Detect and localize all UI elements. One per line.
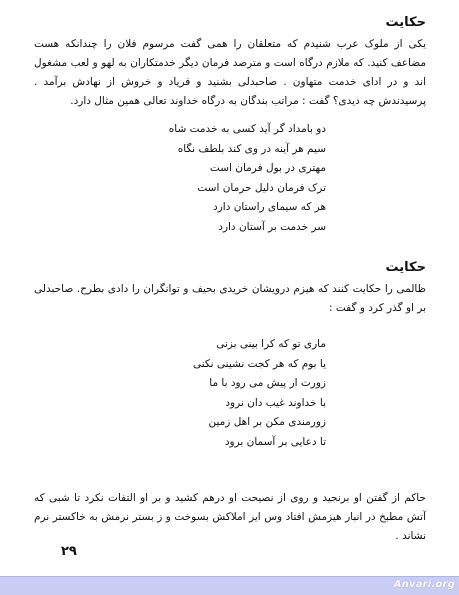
story-paragraph-2: ظالمی را حکایت کنند که هیزم درویشان خریدی بحیف و توانگران را دادی بطرح. صاحبدلی بر او گذر کرد و گفت : <box>34 283 426 314</box>
poem-verse: مهتری در بول فرمان است <box>209 162 326 174</box>
closing-section <box>34 489 426 546</box>
poem-verse: سیم هر آینه در وی کند بلطف نگاه <box>177 142 326 155</box>
story-section-2 <box>34 259 426 452</box>
footer-bar <box>0 576 459 595</box>
poem-2 <box>34 335 426 452</box>
page-number: ۲۹ <box>61 544 77 559</box>
poem-verse: دو بامداد گر آید کسی به خدمت شاه <box>168 123 326 135</box>
story-heading-2: حکایت <box>385 260 426 275</box>
story-section-1 <box>34 14 426 237</box>
poem-verse: سر خدمت بر آستان دارد <box>218 220 326 233</box>
poem-verse: یا بوم که هر کجت نشینی نکنی <box>192 357 326 370</box>
poem-verse: با خداوند غیب دان نرود <box>225 396 326 409</box>
story-heading-1: حکایت <box>385 15 426 30</box>
poem-verse: ترک فرمان دلیل حرمان است <box>197 181 326 194</box>
watermark: Anvari.org <box>393 579 455 590</box>
poem-1 <box>34 120 426 237</box>
poem-verse: زورت ار پیش می رود با ما <box>209 377 326 389</box>
poem-verse: ماری تو که کرا بینی بزنی <box>216 338 326 350</box>
poem-verse: زورمندی مکن بر اهل زمین <box>208 416 326 428</box>
closing-paragraph: حاکم از گفتن او برنجید و روی از نصیحت او درهم کشید و بر او التفات نکرد تا شبی که آتش مطبخ در انبار هیزمش افتاد وس ایر املاکش بسوخت و ز بستر نرمش به خاکستر نرم نشاند . <box>34 492 426 542</box>
poem-verse: تا دعایی بر آسمان برود <box>224 435 326 448</box>
poem-verse: هر که سیمای راستان دارد <box>213 201 326 213</box>
story-paragraph-1: یکی از ملوک عرب شنیدم که متعلقان را همی گفت مرسوم فلان را چندانکه هست مضاعف کنید. که ملازم درگاه است و مترصد فرمان دیگر خدمتکاران به لهو و لعب مشغول اند و در ادای خدمت متهاون . صاحبدلی بشنید و فریاد و خروش از نهادش برآمد . پرسیدندش چه دیدی؟ گفت : مراتب بندگان به درگاه خداوند تعالی همین مثال دارد. <box>34 38 426 107</box>
